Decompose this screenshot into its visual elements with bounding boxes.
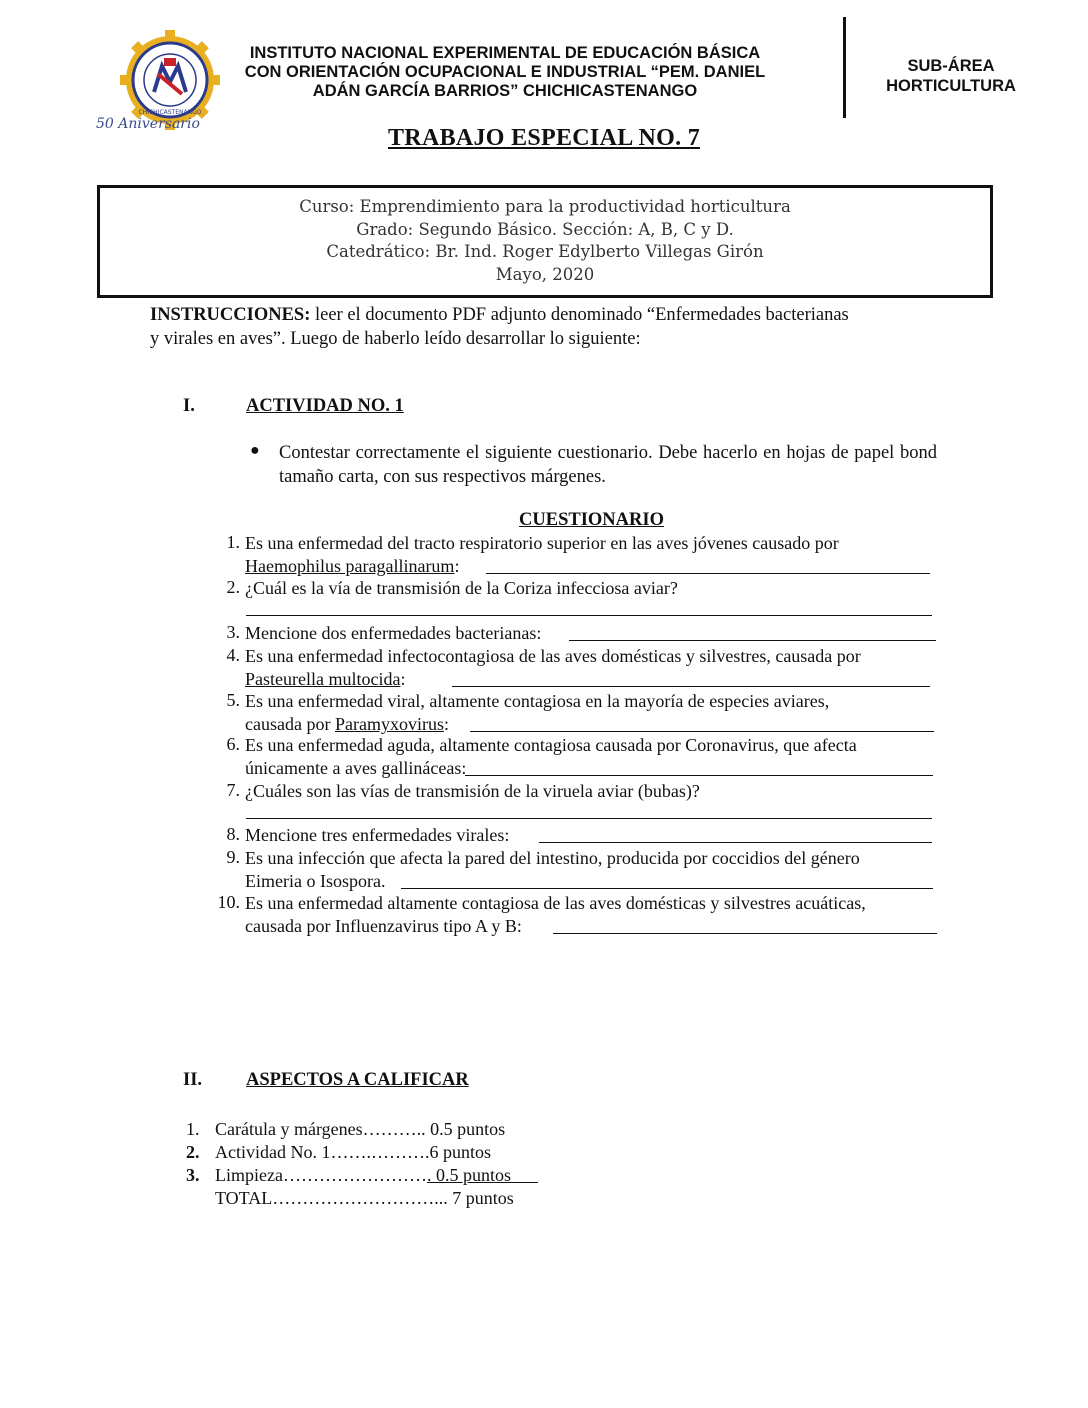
answer-line[interactable] (486, 573, 930, 574)
logo-ring-text: CHICHICASTENANGO (138, 109, 202, 116)
question-number: 7. (226, 780, 240, 800)
institution-name (200, 44, 810, 101)
page-title: TRABAJO ESPECIAL NO. 7 (388, 125, 700, 151)
grading-number: 3. (186, 1165, 200, 1185)
species-name: Pasteurella multocida (245, 669, 401, 689)
grading-number: 1. (186, 1119, 200, 1139)
section-title: ASPECTOS A CALIFICAR (246, 1070, 469, 1090)
question-number: 5. (226, 690, 240, 710)
subarea-label (866, 56, 1036, 96)
answer-line[interactable] (452, 686, 930, 687)
institution-line: ADÁN GARCÍA BARRIOS” CHICHICASTENANGO (312, 82, 698, 100)
question-text: causada por Paramyxovirus: (245, 714, 449, 734)
bullet-icon: ● (250, 442, 260, 459)
question-text: ¿Cuál es la vía de transmisión de la Coriza infecciosa aviar? (245, 578, 678, 598)
answer-line[interactable] (465, 775, 933, 776)
section-number: II. (183, 1070, 203, 1090)
grading-points: . 0.5 puntos (426, 1165, 538, 1185)
instructions-text: y virales en aves”. Luego de haberlo leído desarrollar lo siguiente: (150, 329, 641, 349)
grading-item: Limpieza……………………. 0.5 puntos (215, 1165, 538, 1185)
question-text: Mencione tres enfermedades virales: (245, 825, 510, 845)
header-divider (843, 17, 846, 118)
species-name: Paramyxovirus (334, 714, 444, 734)
answer-line[interactable] (401, 888, 933, 889)
question-text: Es una enfermedad infectocontagiosa de las aves domésticas y silvestres, causada por (245, 646, 861, 666)
section-title: ACTIVIDAD NO. 1 (246, 396, 404, 416)
question-text: Haemophilus paragallinarum: (245, 556, 460, 576)
question-text: ¿Cuáles son las vías de transmisión de la viruela aviar (bubas)? (245, 781, 700, 801)
activity-instruction: Contestar correctamente el siguiente cuestionario. Debe hacerlo en hojas de papel bond tamaño carta, con sus respectivos márgenes. (279, 443, 937, 487)
question-number: 10. (217, 892, 240, 912)
question-text: Es una enfermedad del tracto respiratorio superior en las aves jóvenes causado por (245, 533, 839, 553)
answer-line[interactable] (246, 818, 932, 819)
question-number: 8. (226, 824, 240, 844)
question-number: 1. (226, 532, 240, 552)
question-number: 2. (226, 577, 240, 597)
question-text: Eimeria o Isospora. (245, 871, 386, 891)
answer-line[interactable] (553, 933, 937, 934)
answer-line[interactable] (539, 842, 932, 843)
question-text: Pasteurella multocida: (245, 669, 406, 689)
question-text: causada por Influenzavirus tipo A y B: (245, 916, 522, 936)
question-text: Es una enfermedad viral, altamente contagiosa en la mayoría de especies aviares, (245, 691, 830, 711)
course-line: Curso: Emprendimiento para la productividad horticultura (299, 197, 791, 216)
instructions (150, 303, 940, 351)
instructions-label: INSTRUCCIONES: (150, 305, 311, 325)
answer-line[interactable] (470, 731, 934, 732)
grade-line: Grado: Segundo Básico. Sección: A, B, C y D. (356, 219, 734, 239)
grading-total: TOTAL………………………... 7 puntos (215, 1188, 514, 1208)
answer-line[interactable] (246, 615, 932, 616)
question-text: Es una infección que afecta la pared del intestino, producida por coccidios del género (245, 848, 860, 868)
grading-number: 2. (186, 1142, 200, 1162)
grading-item: Carátula y márgenes……….. 0.5 puntos (215, 1119, 506, 1139)
instructions-text: leer el documento PDF adjunto denominado “Enfermedades bacterianas (310, 305, 849, 325)
subarea-line: HORTICULTURA (886, 77, 1016, 95)
logo-caption: 50 Aniversario (96, 116, 200, 132)
question-number: 4. (226, 645, 240, 665)
answer-line[interactable] (569, 640, 936, 641)
species-name: Haemophilus paragallinarum (245, 556, 455, 576)
question-text: únicamente a aves gallináceas: (245, 758, 467, 778)
teacher-line: Catedrático: Br. Ind. Roger Edylberto Villegas Girón (326, 242, 764, 261)
institution-line: CON ORIENTACIÓN OCUPACIONAL E INDUSTRIAL “PEM. DANIEL (244, 63, 766, 81)
question-text: Es una enfermedad altamente contagiosa de las aves domésticas y silvestres acuáticas, (245, 893, 866, 913)
question-number: 3. (226, 622, 240, 642)
info-box-text (97, 196, 993, 286)
question-number: 6. (226, 734, 240, 754)
question-number: 9. (226, 847, 240, 867)
institution-line: INSTITUTO NACIONAL EXPERIMENTAL DE EDUCACIÓN BÁSICA (249, 44, 761, 62)
section-number: I. (183, 396, 195, 416)
date-line: Mayo, 2020 (495, 264, 595, 284)
subarea-line: SUB-ÁREA (907, 57, 995, 75)
questionnaire-title: CUESTIONARIO (519, 510, 664, 530)
grading-item: Actividad No. 1…….……….6 puntos (215, 1142, 491, 1162)
question-text: Mencione dos enfermedades bacterianas: (245, 623, 542, 643)
question-text: Es una enfermedad aguda, altamente contagiosa causada por Coronavirus, que afecta (245, 735, 857, 755)
